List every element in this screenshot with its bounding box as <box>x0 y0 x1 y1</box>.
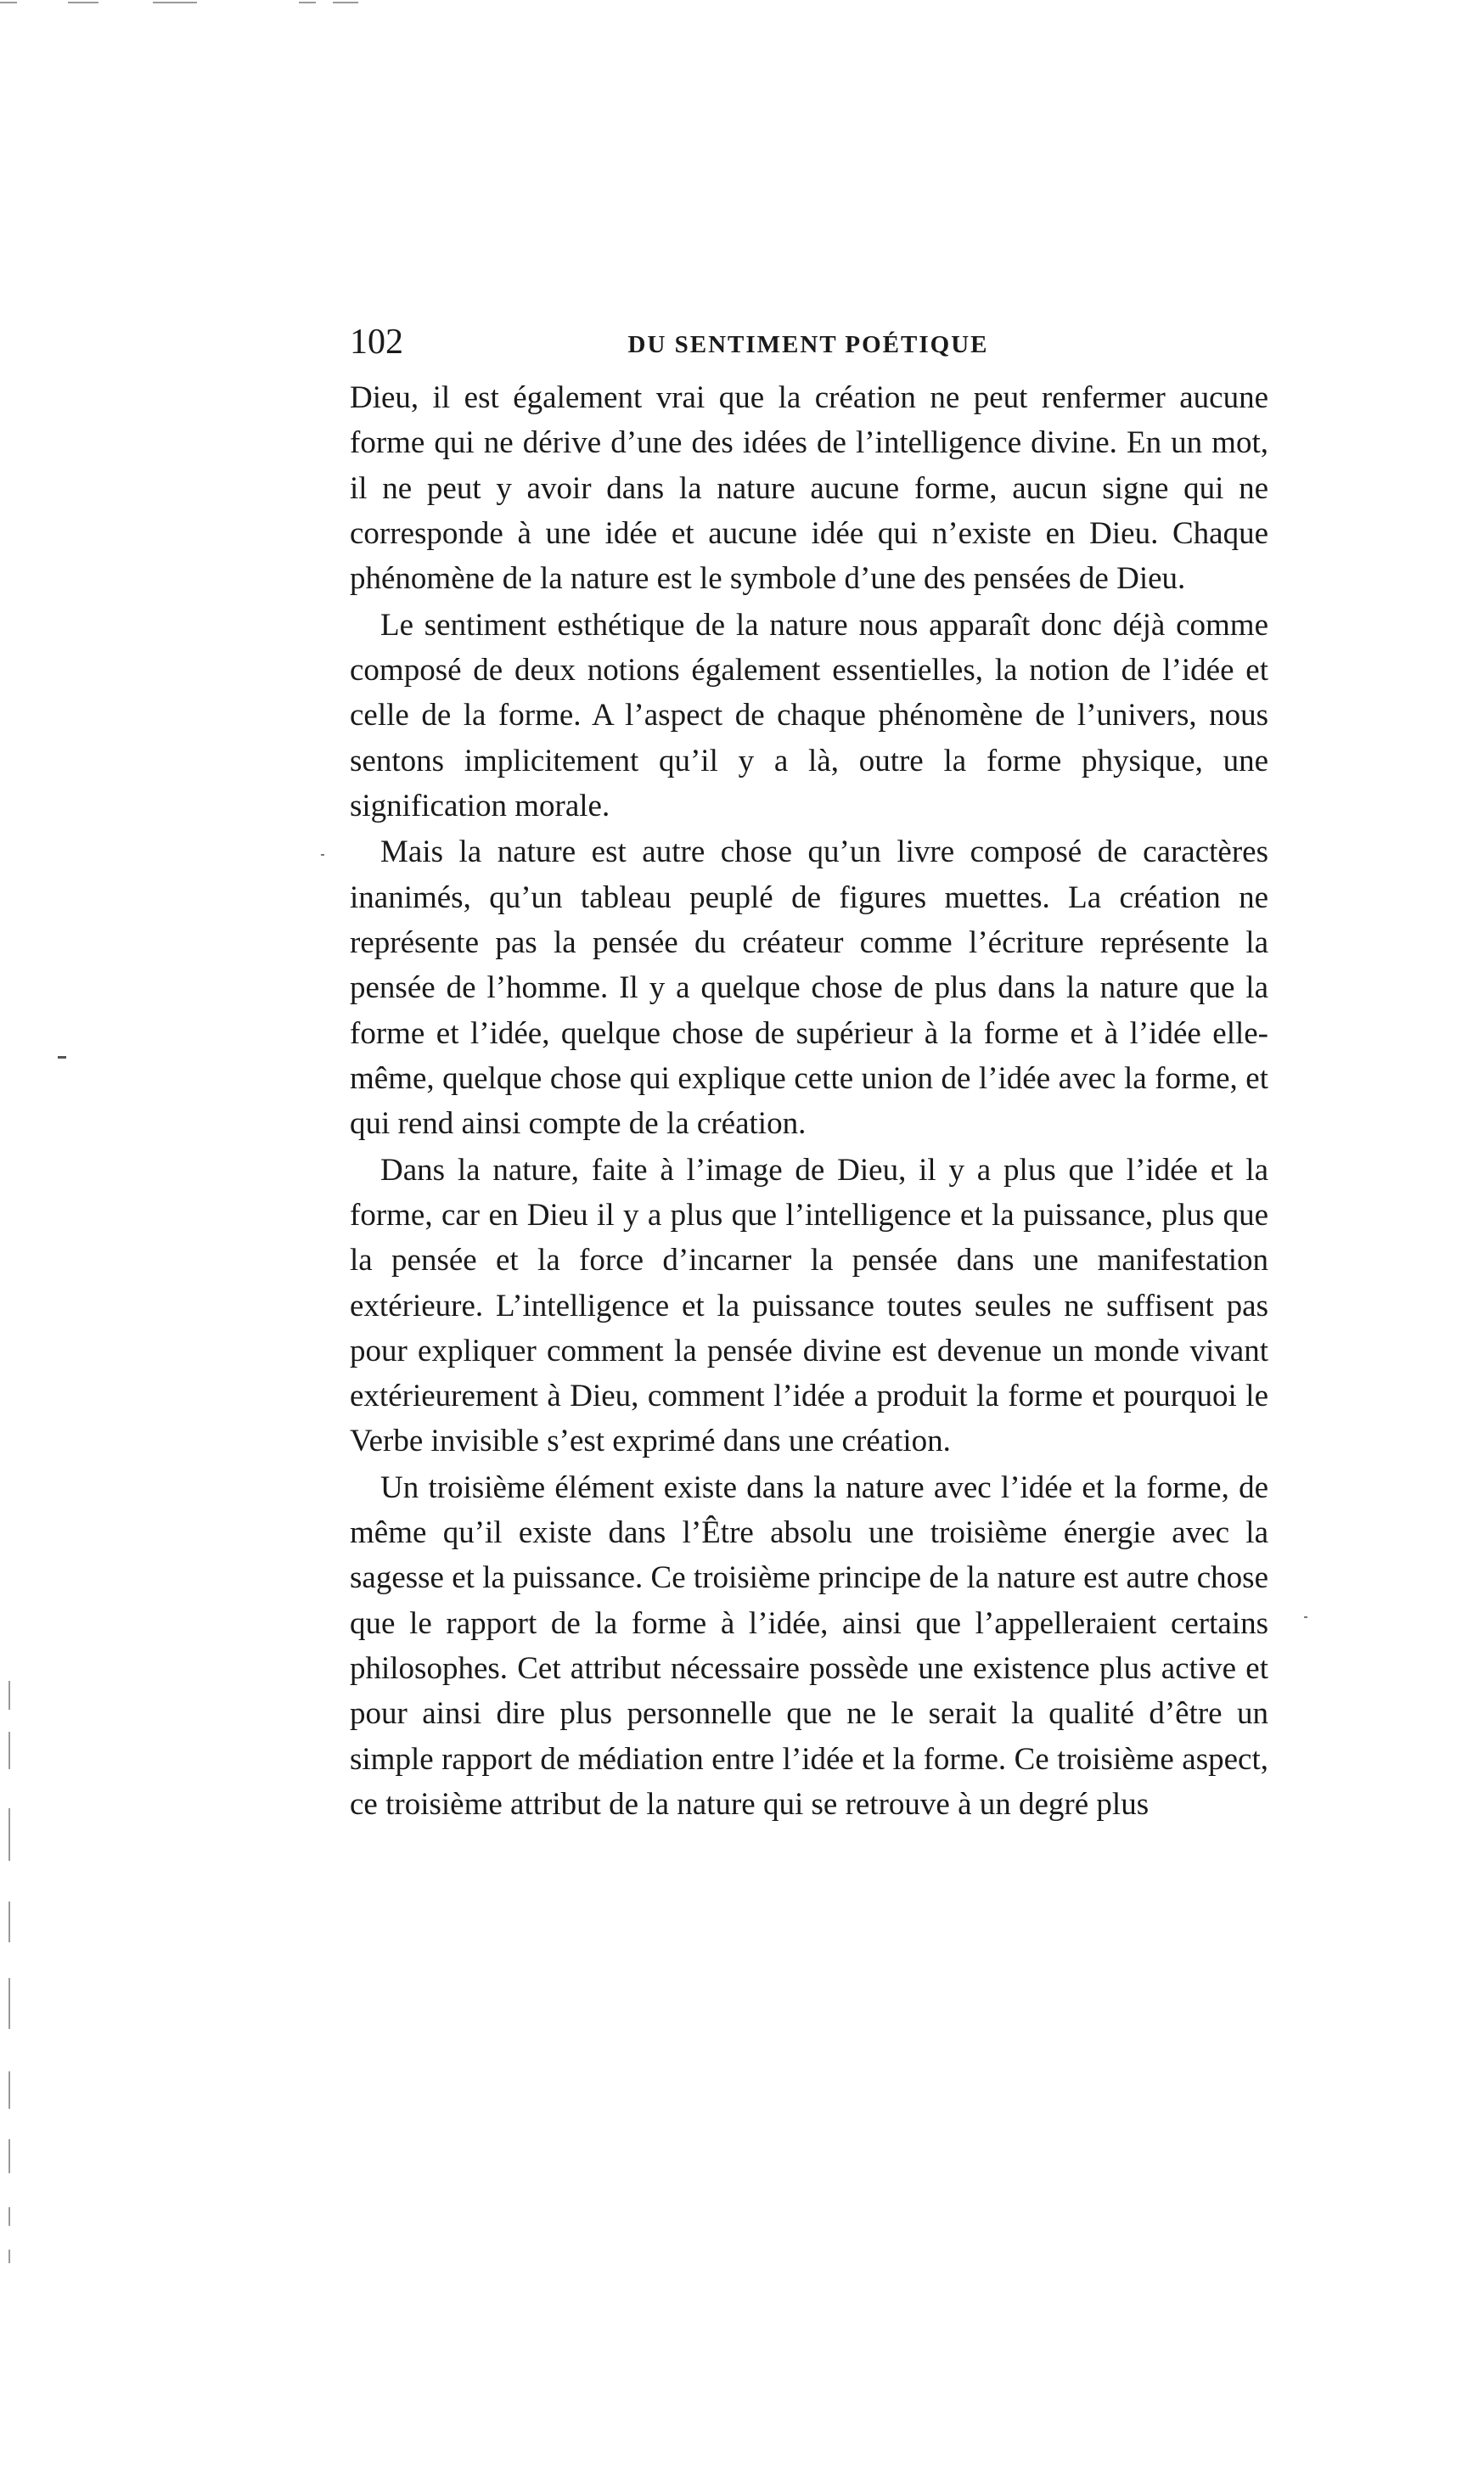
paragraph: Le sentiment esthétique de la nature nous apparaît donc déjà comme composé de deux notions également essentielles, la notion de l’idée et celle de la forme. A l’aspect de chaque phénomène de l’univers, nous sentons implicitement qu’il y a là, outre la forme physique, une signification morale. <box>350 607 1268 823</box>
paragraph: Dieu, il est également vrai que la création ne peut renfermer aucune forme qui ne dérive d’une des idées de l’intelligence divine. En un mot, il ne peut y avoir dans la nature aucune forme, aucun signe qui ne corresponde à une idée et aucune idée qui n’existe en Dieu. Chaque phénomène de la nature est le symbole d’une des pensées de Dieu. <box>350 380 1268 597</box>
margin-mark <box>8 1902 10 1942</box>
page-number: 102 <box>350 323 403 362</box>
running-head: DU SENTIMENT POÉTIQUE <box>627 331 989 358</box>
margin-mark <box>8 2250 10 2263</box>
margin-mark <box>8 1681 10 1710</box>
page-header <box>350 324 1267 375</box>
margin-mark <box>8 2139 10 2173</box>
margin-mark <box>8 1732 10 1769</box>
scan-speck <box>58 1056 66 1059</box>
paragraph: Mais la nature est autre chose qu’un livre composé de caractères inanimés, qu’un tableau peuplé de figures muettes. La création ne représente pas la pensée du créateur comme l’écriture représente la pensée de l’homme. Il y a quelque chose de plus dans la nature que la forme et l’idée, quelque chose de supérieur à la forme et à l’idée elle-même, quelque chose qui explique cette union de l’idée avec la forme, et qui rend ainsi compte de la création. <box>350 834 1268 1142</box>
margin-mark <box>8 2207 10 2226</box>
body-text <box>350 375 1268 1828</box>
margin-mark <box>8 1808 10 1861</box>
scan-mark <box>333 2 358 3</box>
scan-mark <box>68 2 98 3</box>
scan-speck <box>1304 1616 1307 1618</box>
scan-speck <box>321 854 324 856</box>
scan-mark <box>0 2 17 3</box>
margin-mark <box>8 1978 10 2029</box>
scan-mark <box>299 2 316 3</box>
margin-mark <box>8 2071 10 2109</box>
paragraph: Un troisième élément existe dans la nature avec l’idée et la forme, de même qu’il existe dans l’Être absolu une troisième énergie avec la sagesse et la puissance. Ce troisième principe de la nature est autre chose que le rapport de la forme à l’idée, ainsi que l’appelleraient certains philosophes. Cet attribut nécessaire possède une existence plus active et pour ainsi dire plus personnelle que ne le serait la qualité d’être un simple rapport de médiation entre l’idée et la forme. Ce troisième aspect, ce troisième attribut de la nature qui se retrouve à un degré plus <box>350 1469 1268 1822</box>
paragraph: Dans la nature, faite à l’image de Dieu, il y a plus que l’idée et la forme, car en Dieu il y a plus que l’intelligence et la puissance, plus que la pensée et la force d’incarner la pensée dans une manifestation extérieure. L’intelligence et la puissance toutes seules ne suffisent pas pour expliquer comment la pensée divine est devenue un monde vivant extérieurement à Dieu, comment l’idée a produit la forme et pourquoi le Verbe invisible s’est exprimé dans une création. <box>350 1152 1268 1459</box>
scan-mark <box>153 2 197 3</box>
